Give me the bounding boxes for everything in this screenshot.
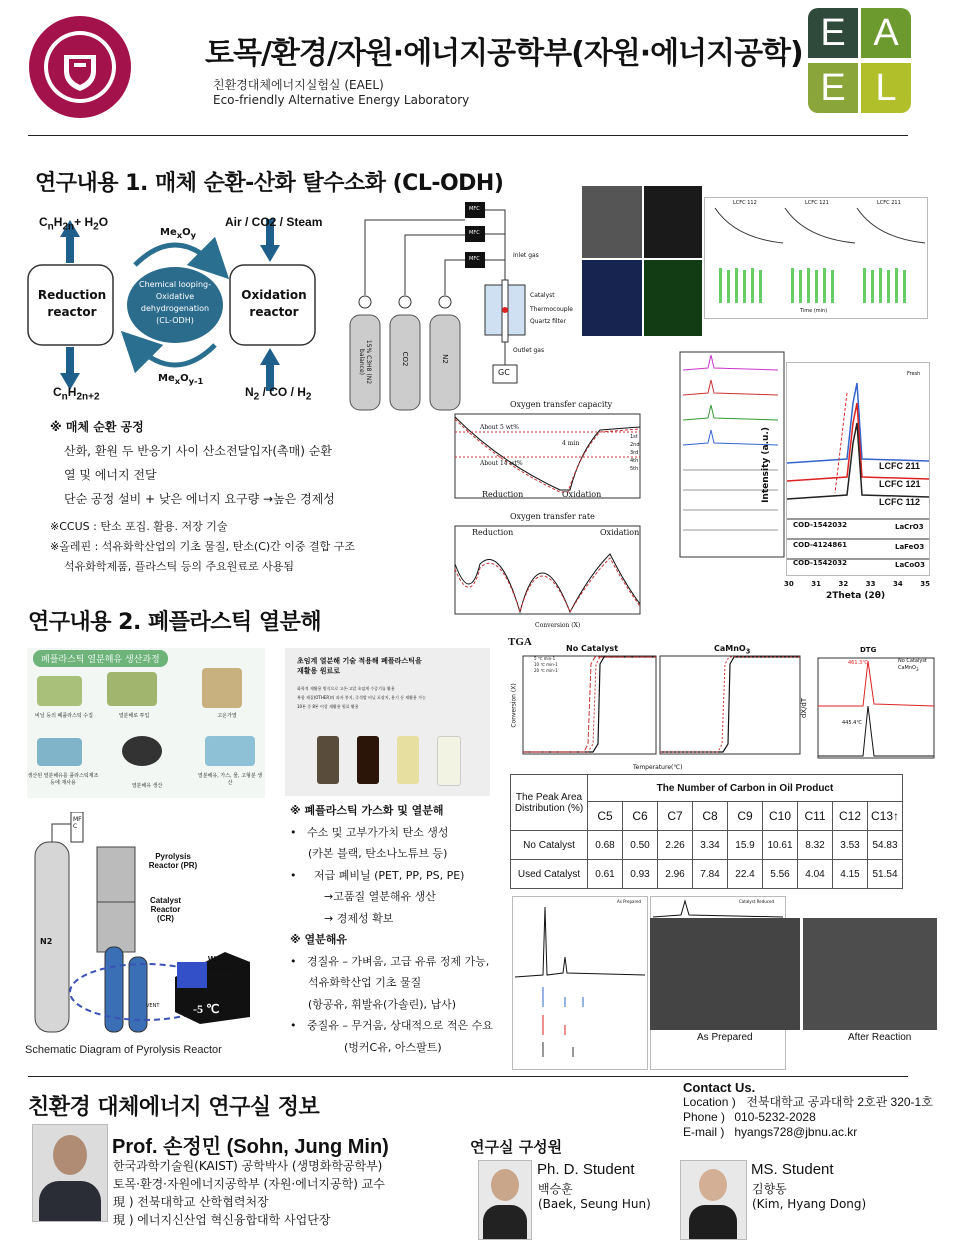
step-label-2: 열분해로 투입 <box>118 713 150 719</box>
table-col-header: C13↑ <box>868 802 903 831</box>
contact-title: Contact Us. <box>683 1080 756 1095</box>
header-divider <box>28 135 908 136</box>
oxygen-rate-chart <box>440 512 660 632</box>
photo-line-3: 10톤 중 8톤 이상 재활용 원료 활용 <box>297 704 359 709</box>
page-title: 토목/환경/자원·에너지공학부(자원·에너지공학) <box>205 36 803 71</box>
table-cell: 4.04 <box>798 860 833 889</box>
table-col-header: C8 <box>693 802 728 831</box>
about5-label: About 5 wt% <box>480 424 519 431</box>
oxygen-capacity-chart <box>440 400 650 505</box>
contact-email[interactable]: hyangs728@jbnu.ac.kr <box>734 1125 858 1139</box>
oxygen-capacity-title: Oxygen transfer capacity <box>510 400 613 409</box>
section3-title: 친환경 대체에너지 연구실 정보 <box>28 1095 320 1120</box>
diagram-top-right: Air / CO2 / Steam <box>225 215 323 229</box>
cr-label: Catalyst Reactor (CR) <box>149 896 182 923</box>
diagram-top-left: $C_nH_{2n}+ H_2O$ <box>39 215 109 233</box>
members-title: 연구실 구성원 <box>470 1138 563 1156</box>
phd-student-photo <box>478 1160 532 1240</box>
tga-rate-1: 5 ℃ min-1 <box>534 656 556 661</box>
xrd-ylabel: Intensity (a.u.) <box>760 427 771 503</box>
phd-role: Ph. D. Student <box>537 1161 635 1178</box>
xrd-fresh-label: Fresh <box>907 371 921 377</box>
table-row-label: No Catalyst <box>511 831 588 860</box>
tga-rate-3: 20 ℃ min-1 <box>534 668 558 673</box>
tga-xlabel: Temperature(℃) <box>633 764 683 771</box>
mfc-label-1: MFC <box>469 206 480 212</box>
asterism-icon: ※ <box>290 804 301 817</box>
four-min-label: 4 min <box>562 440 580 447</box>
sem-after-image <box>803 918 937 1030</box>
dtg-chart <box>800 646 938 771</box>
xrd2-left-label: As Prepared <box>617 899 641 904</box>
tga-title: TGA <box>508 636 532 648</box>
cycle-process-bullets <box>50 415 350 511</box>
photo-line-2: 복합 재질(OTHER)의 과자 봉지, 즉석밥 비닐 포장지, 용기 등 재활용 가능 <box>297 695 426 700</box>
professor-photo <box>32 1124 108 1222</box>
mfc-label-2: MFC <box>469 230 480 236</box>
gas-bullet-5: → 경제성 확보 <box>324 911 394 925</box>
logo-tile-e2: E <box>808 63 858 113</box>
contact-block <box>683 1080 943 1140</box>
professor-name: Prof. 손정민 (Sohn, Jung Min) <box>112 1136 389 1158</box>
oil-bullet-2: 석유화학산업 기초 물질 <box>308 976 422 989</box>
rate-reduction-label: Reduction <box>472 528 514 537</box>
logo-tile-l: L <box>861 63 911 113</box>
table-col-header: C9 <box>728 802 763 831</box>
legend-5th: 5th <box>630 466 639 472</box>
bullet-1: 산화, 환원 두 반응기 사이 산소전달입자(촉매) 순환 <box>64 444 332 458</box>
phd-eng: (Baek, Seung Hun) <box>538 1197 651 1211</box>
asterism-icon: ※ <box>290 933 301 946</box>
ms-role: MS. Student <box>751 1161 834 1178</box>
dtg-ylabel: dX/dT <box>800 697 809 719</box>
table-col-header: C7 <box>658 802 693 831</box>
oil-bullet-1: 경질유 – 가벼움, 고급 유류 정제 가능, <box>307 954 490 968</box>
tga-chart <box>508 636 803 774</box>
table-cell: 3.53 <box>833 831 868 860</box>
lab-name-korean: 친환경대체에너지실험실 (EAEL) <box>213 78 384 92</box>
bullet-2: 열 및 에너지 전달 <box>64 468 157 482</box>
legend-2nd: 2nd <box>630 442 640 448</box>
professor-bio <box>113 1157 385 1229</box>
table-cell: 0.68 <box>588 831 623 860</box>
chiller-temp-label: -5 ℃ <box>193 1002 220 1016</box>
diagram-bottom-left: $C_nH_{2n+2}$ <box>53 385 100 403</box>
sem-asprepared-image <box>650 918 800 1030</box>
section2-title: 연구내용 2. 폐플라스틱 열분해 <box>28 610 322 635</box>
water-chiller-label: Water Chiller <box>208 955 233 973</box>
pr-label: Pyrolysis Reactor (PR) <box>148 852 198 870</box>
pyrolysis-bullets <box>290 800 510 1058</box>
bullet-dot-icon: • <box>290 954 297 968</box>
note-olefin-2: 석유화학제품, 플라스틱 등의 주요원료로 사용됨 <box>64 560 295 573</box>
table-cell: 7.84 <box>693 860 728 889</box>
note-olefin: 올레핀 : 석유화학산업의 기초 물질, 탄소(C)간 이중 결합 구조 <box>59 540 356 553</box>
mfc-tag: MFC <box>73 816 82 830</box>
sem-mapping-images <box>582 186 702 336</box>
bullet-dot-icon: • <box>290 1019 297 1032</box>
inlet-gas-label: Inlet gas <box>513 252 539 259</box>
gas-bullet-3: 저급 폐비닐 (PET, PP, PS, PE) <box>313 868 465 882</box>
lab-name <box>213 78 469 108</box>
time-axis-label: Time (min) <box>800 308 828 314</box>
bullets-heading: 매체 순환 공정 <box>65 420 144 434</box>
cylinder2-label: CO2 <box>401 351 409 367</box>
xrd-ref-1: COD-1542032 <box>793 521 848 529</box>
xrd-ref-name-1: LaCrO3 <box>895 523 924 531</box>
section1-title: 연구내용 1. 매체 순환-산화 탈수소화 (CL-ODH) <box>35 171 504 196</box>
photo-line-1: 화학적 재활용 방식으로 고온·고압 초임계 수증기를 활용 <box>297 686 395 691</box>
ms-name: 김향동 <box>752 1182 787 1196</box>
table-row-label: Used Catalyst <box>511 860 588 889</box>
step-label-4: 생산된 열분해유를 플라스틱제조 등에 재사용 <box>27 773 99 786</box>
table-cell: 54.83 <box>868 831 903 860</box>
glossary-notes <box>50 517 370 577</box>
xrd-xtick-30: 30 <box>784 580 794 588</box>
dtg-legend-camno3: CaMnO$_3$ <box>898 665 919 672</box>
prof-line-3: 現 ) 전북대학교 산학협력처장 <box>113 1195 269 1209</box>
mexoy-top: $Me_xO_y$ <box>160 227 197 240</box>
logo-tile-a: A <box>861 8 911 58</box>
table-col-head: The Number of Carbon in Oil Product <box>588 775 903 802</box>
xrd-xtick-34: 34 <box>893 580 903 588</box>
gas-bullet-2: (카본 블랙, 탄소나노튜브 등) <box>308 847 448 860</box>
dtg-legend-nocat: No Catalyst <box>898 658 927 664</box>
bullet-dot-icon: • <box>290 868 297 882</box>
step-label-3: 고온가열 <box>217 713 237 719</box>
gc-label: GC <box>498 368 510 377</box>
contact-phone: 010-5232-2028 <box>734 1110 816 1124</box>
lcfc-time-chart <box>704 197 928 319</box>
rate-oxidation-label: Oxidation <box>600 528 640 537</box>
table-cell: 3.34 <box>693 831 728 860</box>
step-label-6: 열분해유, 가스, 물, 고형분 생산 <box>197 773 263 786</box>
step-label-5: 열분해유 생산 <box>131 783 163 789</box>
step-label-1: 비닐 등의 폐플라스틱 수집 <box>35 713 93 719</box>
table-cell: 0.93 <box>623 860 658 889</box>
tga-panel-nocat: No Catalyst <box>566 644 619 653</box>
tga-panel-camno3: CaMnO$_3$ <box>714 644 751 656</box>
xrd-xlabel: 2Theta (2θ) <box>826 591 886 601</box>
contact-key-location: Location ) <box>683 1095 736 1109</box>
prof-line-2: 토목·환경·자원에너지공학부 (자원·에너지공학) 교수 <box>113 1177 385 1191</box>
bullet-3: 단순 공정 설비 + 낮은 에너지 요구량 →높은 경제성 <box>64 492 335 506</box>
xrd-xticks <box>784 580 930 588</box>
table-col-header: C6 <box>623 802 658 831</box>
dtg-peak-1: 461.3℃ <box>848 660 868 666</box>
phd-name: 백승훈 <box>538 1182 573 1196</box>
outlet-gas-label: Outlet gas <box>513 347 545 354</box>
gas-bullet-4: →고품질 열분해유 생산 <box>324 890 436 903</box>
dtg-title: DTG <box>860 646 877 654</box>
logo-tile-e1: E <box>808 8 858 58</box>
pyrolysis-reactor-schematic <box>25 812 285 1042</box>
lab-name-english: Eco-friendly Alternative Energy Laboratory <box>213 93 470 107</box>
xrd-zoom-chart <box>786 362 930 576</box>
setup-diagram <box>345 190 575 415</box>
photo-caption-title: 초임계 열분해 기술 적용해 폐플라스틱을 재활용 원료로 <box>297 657 422 675</box>
gas-heading: 폐플라스틱 가스화 및 열분해 <box>304 804 444 817</box>
contact-location: 전북대학교 공과대학 2호관 320-1호 <box>746 1095 933 1109</box>
xrd-series-112: LCFC 112 <box>879 497 921 507</box>
process-title: 폐플라스틱 열분해유 생산과정 <box>33 650 168 667</box>
table-cell: 0.50 <box>623 831 658 860</box>
peak-area-table <box>510 774 903 889</box>
xrd2-right-label: Catalyst Reduced <box>739 899 774 904</box>
sem-caption-after: After Reaction <box>848 1032 912 1043</box>
xrd-xtick-35: 35 <box>920 580 930 588</box>
prof-line-1: 한국과학기술원(KAIST) 공학박사 (생명화학공학부) <box>113 1159 383 1173</box>
table-col-header: C11 <box>798 802 833 831</box>
table-col-header: C5 <box>588 802 623 831</box>
bullet-dot-icon: • <box>290 825 297 839</box>
table-cell: 51.54 <box>868 860 903 889</box>
about14-label: About 14 wt% <box>480 460 523 467</box>
ms-eng: (Kim, Hyang Dong) <box>752 1197 867 1211</box>
asterism-icon: ※ <box>50 520 60 533</box>
lcfc-tab-211: LCFC 211 <box>877 200 901 206</box>
xrd-ref-3: COD-1542032 <box>793 559 848 567</box>
dtg-peak-2: 445.4℃ <box>842 720 862 726</box>
diagram-bottom-right: $N_2$ / CO / $H_2$ <box>245 385 312 403</box>
xrd-ref-name-2: LaFeO3 <box>895 543 925 551</box>
sem-caption-asprepared: As Prepared <box>697 1032 753 1043</box>
ms-student-photo <box>680 1160 747 1240</box>
table-cell: 4.15 <box>833 860 868 889</box>
table-cell: 2.26 <box>658 831 693 860</box>
lcfc-tab-121: LCFC 121 <box>805 200 829 206</box>
table-cell: 5.56 <box>763 860 798 889</box>
xrd-asprepared-chart <box>512 896 648 1070</box>
prof-line-4: 現 ) 에너지신산업 혁신융합대학 사업단장 <box>113 1213 331 1227</box>
legend-4th: 4th <box>630 458 639 464</box>
asterism-icon: ※ <box>50 540 60 553</box>
xrd-xtick-31: 31 <box>811 580 821 588</box>
oil-sample-photo <box>285 648 490 796</box>
reduction-label: Reduction <box>482 490 524 499</box>
table-cell: 15.9 <box>728 831 763 860</box>
xrd-series-211: LCFC 211 <box>879 461 921 471</box>
cylinder3-label: N2 <box>441 354 449 364</box>
note-ccus: CCUS : 탄소 포집. 활용. 저장 기술 <box>59 520 228 533</box>
xrd-ref-name-3: LaCoO3 <box>895 561 925 569</box>
mexoy-bottom: $Me_xO_{y-1}$ <box>158 373 204 386</box>
clodh-center-label: Chemical looping-Oxidative dehydrogenation (CL-ODH) <box>138 280 211 325</box>
table-cell: 2.96 <box>658 860 693 889</box>
pyrolysis-process-figure <box>27 648 265 798</box>
xrd-xtick-33: 33 <box>865 580 876 588</box>
eael-logo <box>808 8 913 116</box>
table-col-header: C12 <box>833 802 868 831</box>
table-row-head: The Peak Area Distribution (%) <box>511 775 588 831</box>
n2-label: N2 <box>40 937 53 946</box>
xrd-xtick-32: 32 <box>838 580 849 588</box>
table-row <box>511 831 903 860</box>
tga-ylabel: Conversion (X) <box>510 683 518 728</box>
quartz-label: Quartz filter <box>530 318 567 325</box>
oil-bullet-5: (벙커C유, 아스팔트) <box>344 1040 442 1054</box>
oxygen-rate-title: Oxygen transfer rate <box>510 512 595 521</box>
table-cell: 8.32 <box>798 831 833 860</box>
legend-3rd: 3rd <box>630 450 639 456</box>
cylinder1-label: 15% C3H8 (N2 balance) <box>358 339 372 385</box>
oil-bullet-3: (항공유, 휘발유(가솔린), 납사) <box>308 997 457 1011</box>
reduction-reactor-label: Reduction reactor <box>37 288 107 319</box>
oxidation-reactor-label: Oxidation reactor <box>241 288 307 319</box>
reactor-caption: Schematic Diagram of Pyrolysis Reactor <box>25 1044 222 1056</box>
oil-heading: 열분해유 <box>304 933 348 946</box>
oxidation-label: Oxidation <box>562 490 602 499</box>
vent-label: VENT <box>146 1003 160 1009</box>
table-row <box>511 860 903 889</box>
oil-bullet-4: 중질유 – 무거움, 상대적으로 적은 수요 <box>307 1019 493 1032</box>
bottom-divider <box>28 1076 908 1077</box>
table-cell: 10.61 <box>763 831 798 860</box>
xrd-series-121: LCFC 121 <box>879 479 921 489</box>
conversion-axis-label: Conversion (X) <box>535 622 581 629</box>
table-cell: 22.4 <box>728 860 763 889</box>
gas-bullet-1: 수소 및 고부가가치 탄소 생성 <box>307 825 449 839</box>
contact-key-email: E-mail ) <box>683 1125 725 1139</box>
table-col-header: C10 <box>763 802 798 831</box>
contact-key-phone: Phone ) <box>683 1110 726 1124</box>
legend-1st: 1st <box>630 434 638 440</box>
clodh-diagram <box>25 205 345 405</box>
xrd-ref-2: COD-4124861 <box>793 541 848 549</box>
catalyst-label: Catalyst <box>530 292 555 299</box>
tga-rate-2: 10 ℃ min-1 <box>534 662 558 667</box>
mfc-label-3: MFC <box>469 256 480 262</box>
asterism-icon: ※ <box>50 420 62 434</box>
university-logo <box>28 15 132 119</box>
lcfc-tab-112: LCFC 112 <box>733 200 757 206</box>
thermocouple-label: Thermocouple <box>530 306 573 313</box>
table-cell: 0.61 <box>588 860 623 889</box>
